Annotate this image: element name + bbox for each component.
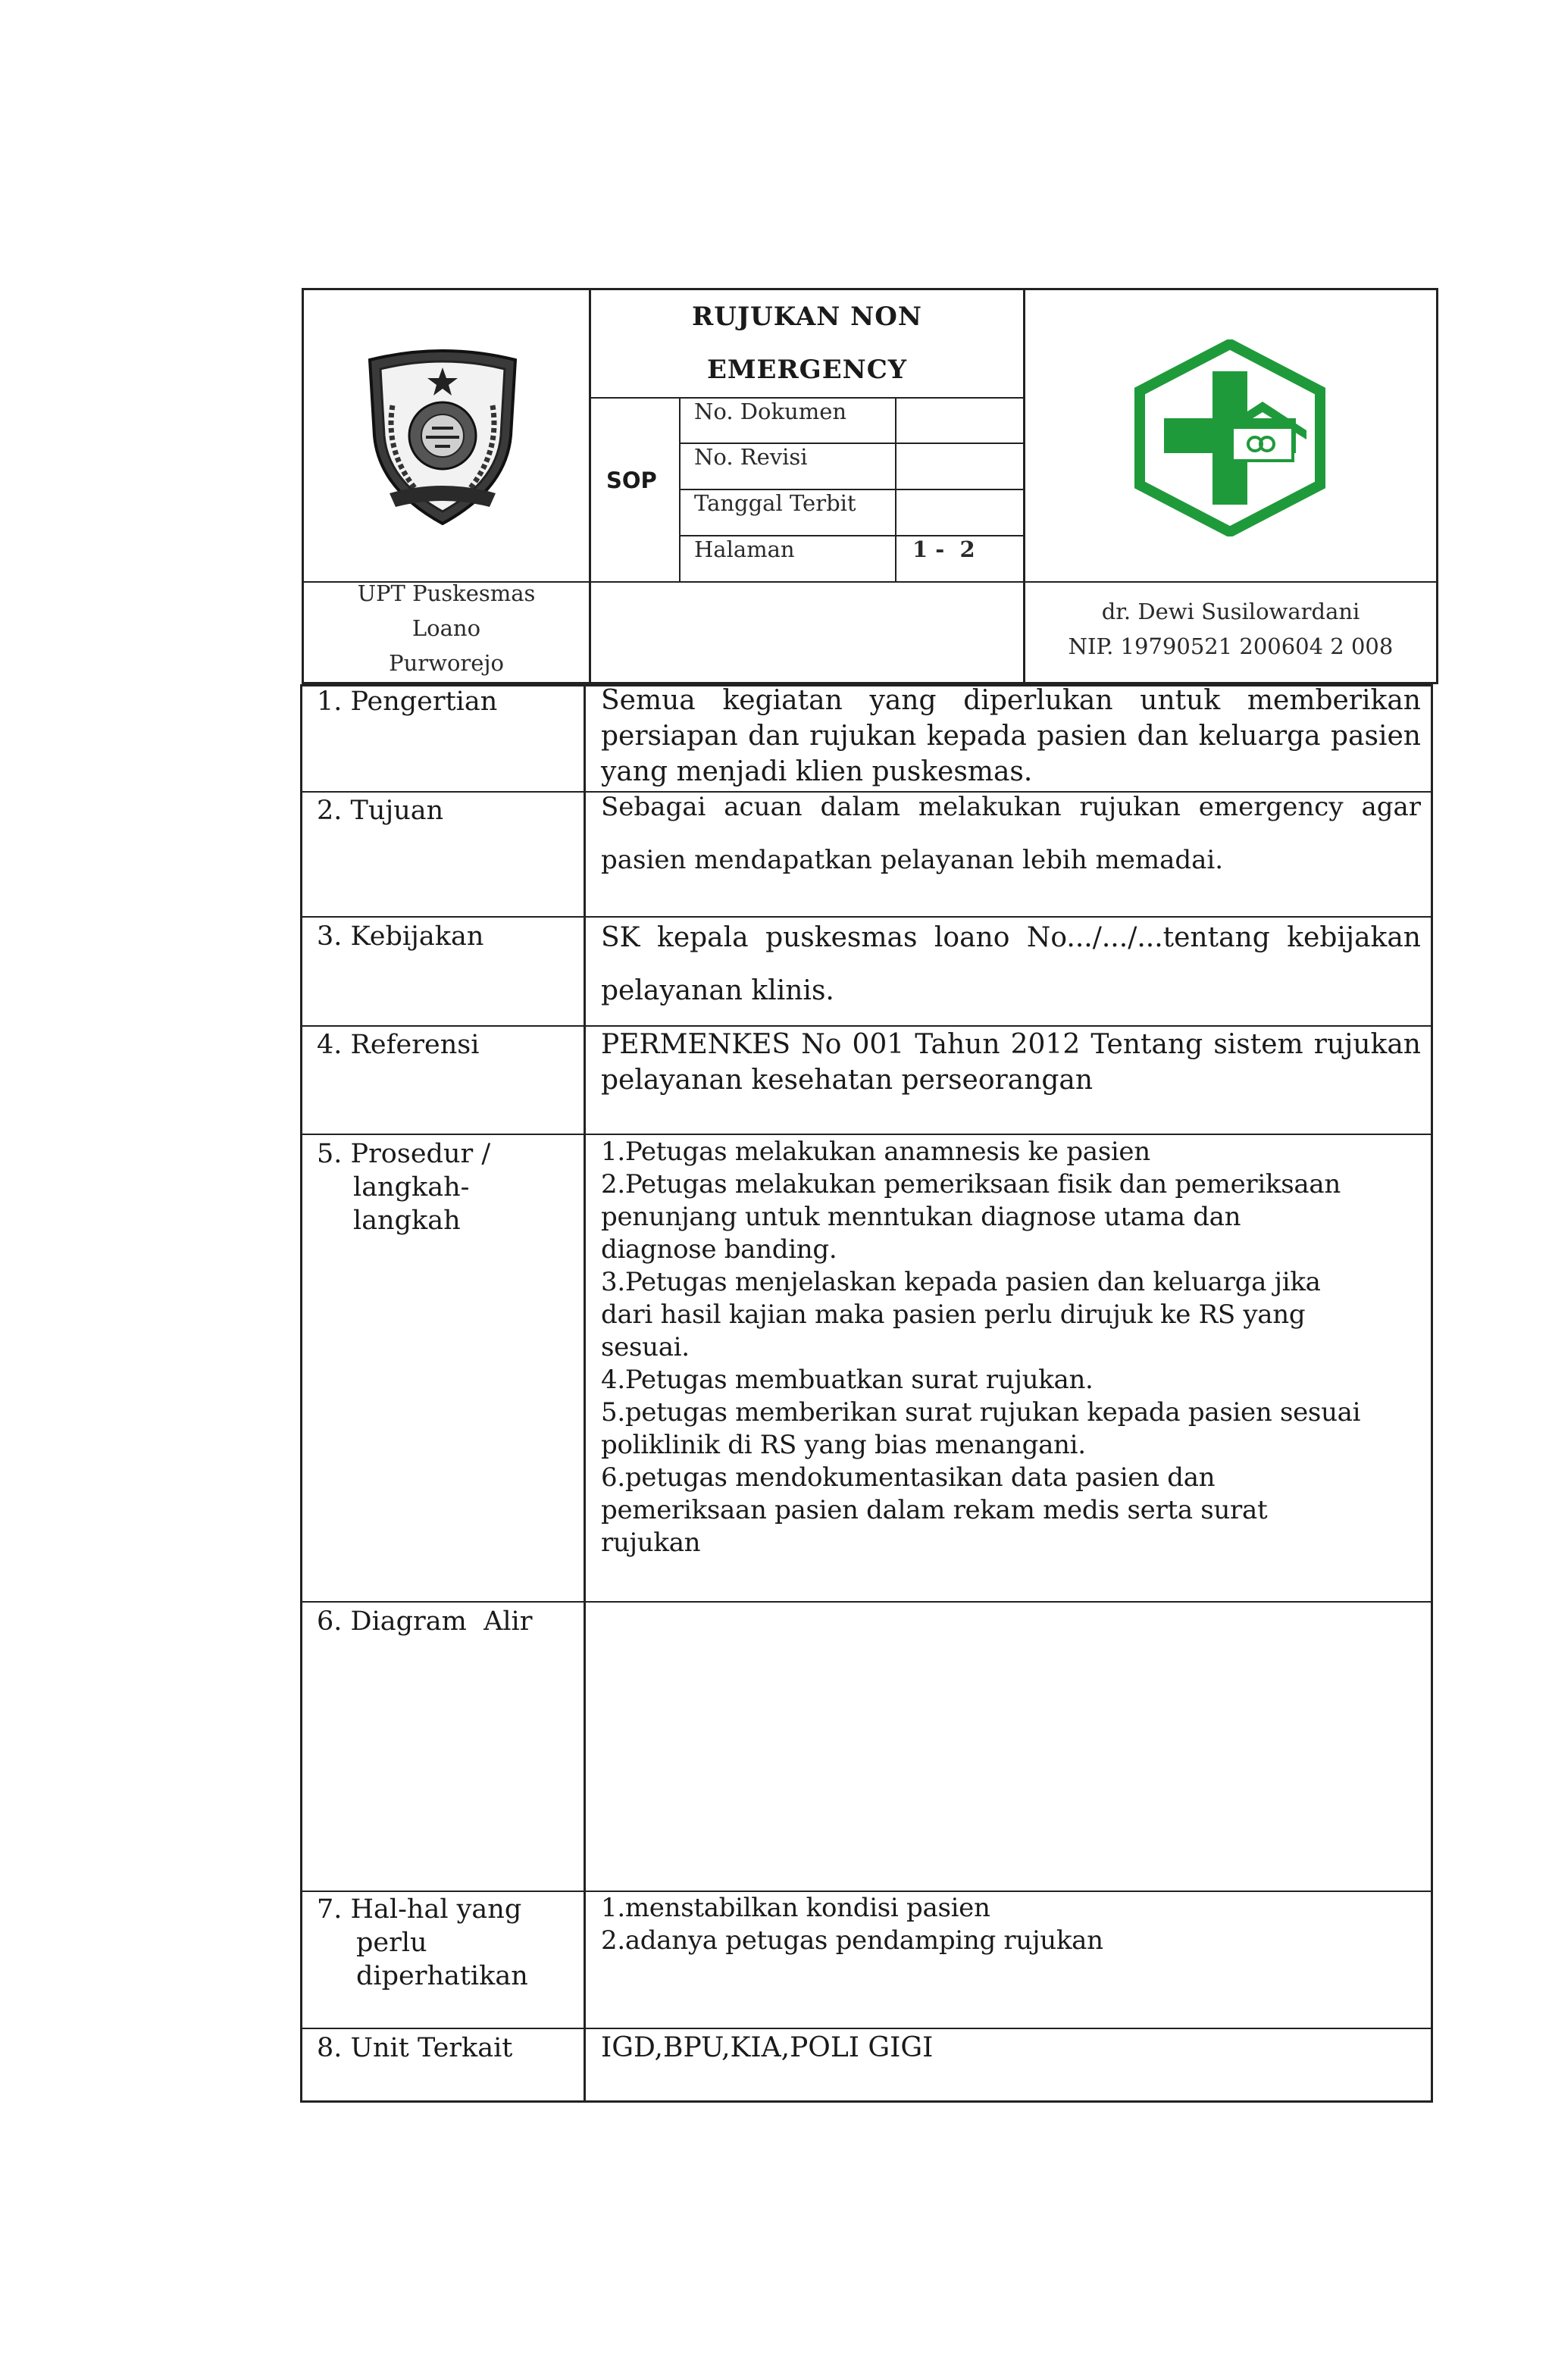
puskesmas-logo	[1134, 339, 1326, 536]
text-unit-terkait: IGD,BPU,KIA,POLI GIGI	[601, 2032, 934, 2063]
document-title	[591, 290, 1023, 397]
field-label-tanggal-terbit: Tanggal Terbit	[694, 490, 856, 516]
list-item: 2.adanya petugas pendamping rujukan	[601, 1925, 1103, 1956]
text-referensi: PERMENKES No 001 Tahun 2012 Tentang sistem rujukan pelayanan kesehatan perseorangan	[601, 1029, 1421, 1096]
label-prosedur-line-1: 5. Prosedur /	[317, 1139, 491, 1169]
list-item: diagnose banding.	[601, 1234, 837, 1265]
list-prosedur	[601, 1136, 1427, 1559]
body-bottom-border	[300, 2100, 1433, 2103]
list-item: penunjang untuk menntukan diagnose utama dan	[601, 1202, 1241, 1232]
organization-line-3: Purworejo	[389, 650, 504, 676]
puskesmas-logo-icon	[1134, 339, 1326, 536]
document-title-line-2: EMERGENCY	[706, 355, 908, 385]
text-tujuan: Sebagai acuan dalam melakukan rujukan emergency agar pasien mendapatkan pelayanan lebih memadai.	[601, 792, 1421, 875]
organization-name	[304, 576, 589, 680]
organization-line-1: UPT Puskesmas	[357, 580, 536, 606]
label-kebijakan: 3. Kebijakan	[317, 921, 484, 952]
list-hal-hal	[601, 1892, 1427, 1957]
label-tujuan: 2. Tujuan	[317, 796, 444, 826]
list-item: 1.menstabilkan kondisi pasien	[601, 1893, 990, 1923]
regency-emblem-logo	[362, 345, 523, 527]
label-prosedur	[317, 1137, 490, 1237]
list-item: rujukan	[601, 1528, 701, 1558]
field-label-no-dokumen: No. Dokumen	[694, 399, 847, 424]
text-kebijakan: SK kepala puskesmas loano No.../.../...tentang kebijakan pelayanan klinis.	[601, 922, 1421, 1006]
list-item: 4.Petugas membuatkan surat rujukan.	[601, 1365, 1094, 1395]
field-label-halaman: Halaman	[694, 536, 795, 562]
list-item: 5.petugas memberikan surat rujukan kepada pasien sesuai	[601, 1397, 1361, 1428]
regency-emblem-icon	[362, 345, 523, 527]
row-line-4	[302, 1134, 1433, 1135]
list-item: 3.Petugas menjelaskan kepada pasien dan keluarga jika	[601, 1267, 1321, 1297]
label-pengertian: 1. Pengertian	[317, 686, 498, 717]
label-prosedur-line-2: langkah-	[353, 1172, 470, 1203]
signatory-name: dr. Dewi Susilowardani	[1101, 599, 1360, 624]
row-line-7	[302, 2028, 1433, 2029]
field-value-halaman: 1 - 2	[912, 536, 975, 562]
header-right-border	[1436, 288, 1438, 684]
organization-line-2: Loano	[411, 615, 481, 641]
field-label-no-revisi: No. Revisi	[694, 444, 808, 470]
label-unit-terkait: 8. Unit Terkait	[317, 2033, 513, 2063]
list-item: sesuai.	[601, 1332, 690, 1362]
list-item: dari hasil kajian maka pasien perlu dirujuk ke RS yang	[601, 1299, 1306, 1330]
signatory-block	[1025, 594, 1436, 664]
text-pengertian: Semua kegiatan yang diperlukan untuk memberikan persiapan dan rujukan kepada pasien dan keluarga pasien yang menjadi klien puskesmas.	[601, 685, 1421, 787]
list-item: poliklinik di RS yang bias menangani.	[601, 1430, 1086, 1460]
list-item: 6.petugas mendokumentasikan data pasien dan	[601, 1462, 1216, 1493]
label-prosedur-line-3: langkah	[353, 1206, 461, 1236]
list-item: pemeriksaan pasien dalam rekam medis serta surat	[601, 1495, 1268, 1525]
label-hal-hal	[317, 1893, 528, 1993]
signatory-nip: NIP. 19790521 200604 2 008	[1068, 633, 1394, 659]
row-line-5	[302, 1601, 1433, 1603]
sop-label: SOP	[606, 468, 657, 493]
list-item: 1.Petugas melakukan anamnesis ke pasien	[601, 1137, 1150, 1167]
label-diagram-alir: 6. Diagram Alir	[317, 1606, 533, 1637]
label-hal-hal-line-2: perlu	[356, 1928, 427, 1958]
document-title-line-1: RUJUKAN NON	[692, 302, 922, 332]
label-hal-hal-line-3: diperhatikan	[356, 1961, 528, 1991]
label-referensi: 4. Referensi	[317, 1030, 480, 1060]
label-hal-hal-line-1: 7. Hal-hal yang	[317, 1894, 522, 1925]
list-item: 2.Petugas melakukan pemeriksaan fisik dan pemeriksaan	[601, 1169, 1341, 1199]
